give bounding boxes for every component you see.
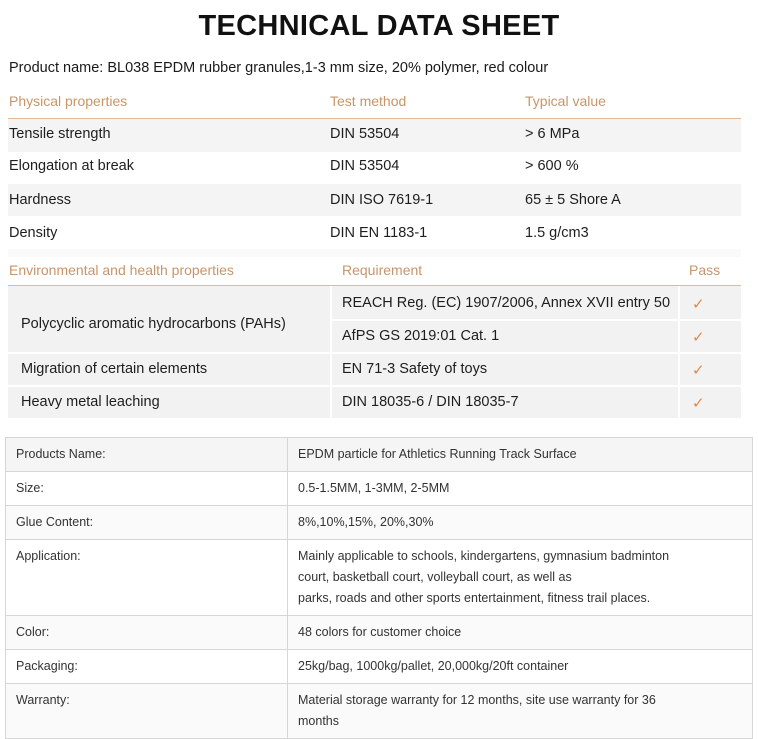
table-row <box>6 650 753 684</box>
table-row <box>6 616 753 650</box>
physical-property: Elongation at break <box>9 158 134 174</box>
env-header-property: Environmental and health properties <box>9 262 234 278</box>
env-requirement: DIN 18035-6 / DIN 18035-7 <box>342 394 519 410</box>
env-property: Migration of certain elements <box>21 361 208 377</box>
physical-method: DIN ISO 7619-1 <box>330 192 434 208</box>
spec-value-line: months <box>298 714 339 728</box>
table-row <box>6 506 753 540</box>
spec-value <box>288 540 753 616</box>
spec-key: Size: <box>6 472 288 506</box>
spec-key: Glue Content: <box>6 506 288 540</box>
physical-method: DIN 53504 <box>330 158 400 174</box>
table-row <box>6 472 753 506</box>
spec-value: EPDM particle for Athletics Running Track Surface <box>288 438 753 472</box>
spec-value-line: court, basketball court, volleyball court, as well as <box>298 570 572 584</box>
spec-key: Warranty: <box>6 684 288 739</box>
physical-value: 1.5 g/cm3 <box>525 225 589 241</box>
env-row-divider <box>8 385 741 387</box>
env-header-pass: Pass <box>689 262 721 278</box>
section-gap <box>8 249 741 257</box>
spec-value: 0.5-1.5MM, 1-3MM, 2-5MM <box>288 472 753 506</box>
physical-header-property: Physical properties <box>9 93 128 109</box>
physical-method: DIN 53504 <box>330 126 400 142</box>
physical-value: 65 ± 5 Shore A <box>525 192 621 208</box>
spec-value <box>288 684 753 739</box>
pass-check-icon: ✓ <box>692 362 705 379</box>
env-row-divider <box>330 319 741 321</box>
pass-check-icon: ✓ <box>692 329 705 346</box>
spec-value: 8%,10%,15%, 20%,30% <box>288 506 753 540</box>
table-row <box>6 438 753 472</box>
spec-key: Products Name: <box>6 438 288 472</box>
physical-method: DIN EN 1183-1 <box>330 225 428 241</box>
physical-value: > 600 % <box>525 158 579 174</box>
env-property: Polycyclic aromatic hydrocarbons (PAHs) <box>21 316 286 332</box>
spec-value: 48 colors for customer choice <box>288 616 753 650</box>
physical-header-value: Typical value <box>525 93 606 109</box>
env-header-requirement: Requirement <box>342 262 423 278</box>
spec-value-line: Material storage warranty for 12 months, site use warranty for 36 <box>298 693 656 707</box>
product-spec-table <box>5 437 753 739</box>
pass-check-icon: ✓ <box>692 296 705 313</box>
env-requirement: AfPS GS 2019:01 Cat. 1 <box>342 328 500 344</box>
physical-property: Density <box>9 225 58 241</box>
product-name-line: Product name: BL038 EPDM rubber granules,1-3 mm size, 20% polymer, red colour <box>9 60 549 76</box>
table-row <box>6 684 753 739</box>
env-row-divider <box>8 352 741 354</box>
page-title: TECHNICAL DATA SHEET <box>198 10 560 42</box>
spec-value-line: Mainly applicable to schools, kindergartens, gymnasium badminton <box>298 549 670 563</box>
physical-property: Hardness <box>9 192 72 208</box>
spec-key: Application: <box>6 540 288 616</box>
physical-header-method: Test method <box>330 93 407 109</box>
env-requirement: REACH Reg. (EC) 1907/2006, Annex XVII entry 50 <box>342 295 671 311</box>
pass-check-icon: ✓ <box>692 395 705 412</box>
env-requirement: EN 71-3 Safety of toys <box>342 361 488 377</box>
spec-key: Color: <box>6 616 288 650</box>
spec-value: 25kg/bag, 1000kg/pallet, 20,000kg/20ft container <box>288 650 753 684</box>
env-property: Heavy metal leaching <box>21 394 160 410</box>
spec-key: Packaging: <box>6 650 288 684</box>
table-row <box>6 540 753 616</box>
spec-value-line: parks, roads and other sports entertainment, fitness trail places. <box>298 591 651 605</box>
physical-value: > 6 MPa <box>525 126 580 142</box>
physical-property: Tensile strength <box>9 126 111 142</box>
